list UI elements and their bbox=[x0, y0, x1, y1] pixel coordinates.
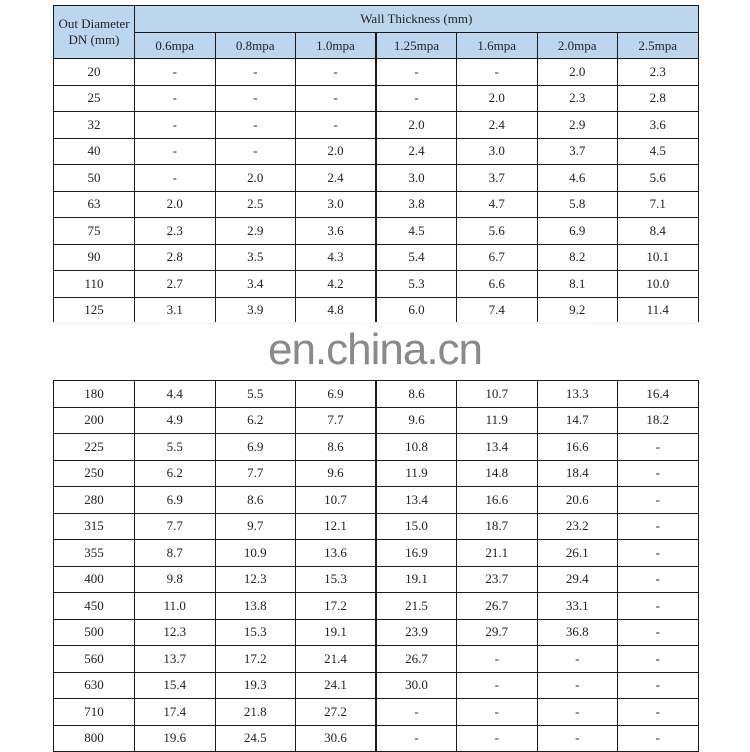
thickness-cell: 6.6 bbox=[457, 271, 538, 298]
thickness-cell: 2.0 bbox=[537, 59, 618, 86]
table-row bbox=[54, 138, 699, 165]
thickness-cell: 15.4 bbox=[135, 672, 216, 699]
thickness-cell: 24.1 bbox=[296, 672, 377, 699]
thickness-cell: 4.9 bbox=[135, 407, 216, 434]
thickness-cell: - bbox=[618, 540, 699, 567]
diameter-cell: 75 bbox=[54, 218, 135, 245]
thickness-cell: - bbox=[135, 85, 216, 112]
thickness-cell: 7.7 bbox=[296, 407, 377, 434]
thickness-cell: - bbox=[135, 165, 216, 192]
pressure-column-header: 0.8mpa bbox=[215, 33, 296, 59]
thickness-cell: 21.8 bbox=[215, 699, 296, 726]
thickness-cell: - bbox=[618, 434, 699, 461]
thickness-cell: 7.4 bbox=[457, 297, 538, 324]
thickness-cell: - bbox=[215, 112, 296, 139]
thickness-cell: 16.6 bbox=[537, 434, 618, 461]
thickness-cell: 3.4 bbox=[215, 271, 296, 298]
thickness-cell: 5.8 bbox=[537, 191, 618, 218]
diameter-cell: 90 bbox=[54, 244, 135, 271]
thickness-cell: 6.2 bbox=[135, 460, 216, 487]
thickness-cell: 21.5 bbox=[376, 593, 457, 620]
thickness-cell: 5.3 bbox=[376, 271, 457, 298]
thickness-cell: 16.9 bbox=[376, 540, 457, 567]
thickness-cell: 4.3 bbox=[296, 244, 377, 271]
thickness-cell: - bbox=[457, 59, 538, 86]
thickness-cell: - bbox=[376, 699, 457, 726]
thickness-cell: 2.5 bbox=[215, 191, 296, 218]
table-row bbox=[54, 619, 699, 646]
thickness-cell: 27.2 bbox=[296, 699, 377, 726]
thickness-cell: - bbox=[457, 646, 538, 673]
thickness-cell: - bbox=[618, 487, 699, 514]
diameter-cell: 500 bbox=[54, 619, 135, 646]
diameter-cell: 32 bbox=[54, 112, 135, 139]
table-row bbox=[54, 593, 699, 620]
thickness-cell: 2.8 bbox=[135, 244, 216, 271]
thickness-cell: 12.1 bbox=[296, 513, 377, 540]
thickness-cell: - bbox=[215, 59, 296, 86]
thickness-cell: 17.2 bbox=[296, 593, 377, 620]
thickness-cell: - bbox=[537, 725, 618, 752]
thickness-cell: 4.4 bbox=[135, 381, 216, 408]
thickness-cell: 13.7 bbox=[135, 646, 216, 673]
table-row bbox=[54, 85, 699, 112]
table-row bbox=[54, 646, 699, 673]
thickness-cell: 15.3 bbox=[296, 566, 377, 593]
thickness-cell: - bbox=[618, 619, 699, 646]
out-diameter-header bbox=[54, 6, 135, 59]
thickness-cell: 9.7 bbox=[215, 513, 296, 540]
pressure-column-header: 0.6mpa bbox=[135, 33, 216, 59]
thickness-cell: 6.2 bbox=[215, 407, 296, 434]
diameter-cell: 400 bbox=[54, 566, 135, 593]
thickness-cell: 9.2 bbox=[537, 297, 618, 324]
thickness-cell: 3.5 bbox=[215, 244, 296, 271]
thickness-cell: 9.8 bbox=[135, 566, 216, 593]
thickness-cell: 2.0 bbox=[296, 138, 377, 165]
thickness-cell: - bbox=[618, 699, 699, 726]
thickness-cell: 4.6 bbox=[537, 165, 618, 192]
thickness-cell: - bbox=[376, 85, 457, 112]
thickness-cell: 8.6 bbox=[296, 434, 377, 461]
table-row bbox=[54, 381, 699, 408]
table-row bbox=[54, 513, 699, 540]
thickness-cell: 8.6 bbox=[376, 381, 457, 408]
watermark-band bbox=[0, 322, 750, 378]
thickness-cell: - bbox=[618, 672, 699, 699]
table-row bbox=[54, 59, 699, 86]
thickness-cell: - bbox=[135, 59, 216, 86]
table-row bbox=[54, 244, 699, 271]
thickness-cell: 2.7 bbox=[135, 271, 216, 298]
thickness-cell: 2.0 bbox=[376, 112, 457, 139]
thickness-cell: 10.8 bbox=[376, 434, 457, 461]
thickness-cell: - bbox=[457, 672, 538, 699]
pressure-column-header: 1.6mpa bbox=[457, 33, 538, 59]
thickness-cell: - bbox=[296, 85, 377, 112]
thickness-cell: 5.6 bbox=[618, 165, 699, 192]
thickness-cell: - bbox=[618, 513, 699, 540]
table-row bbox=[54, 566, 699, 593]
thickness-cell: 26.7 bbox=[457, 593, 538, 620]
diameter-cell: 20 bbox=[54, 59, 135, 86]
thickness-cell: 8.1 bbox=[537, 271, 618, 298]
thickness-cell: 8.2 bbox=[537, 244, 618, 271]
thickness-cell: 8.7 bbox=[135, 540, 216, 567]
thickness-cell: 5.6 bbox=[457, 218, 538, 245]
table-row bbox=[54, 487, 699, 514]
wall-thickness-group-header: Wall Thickness (mm) bbox=[135, 6, 699, 33]
thickness-cell: 5.4 bbox=[376, 244, 457, 271]
thickness-cell: 10.7 bbox=[296, 487, 377, 514]
table-row bbox=[54, 407, 699, 434]
thickness-cell: 15.0 bbox=[376, 513, 457, 540]
diameter-cell: 50 bbox=[54, 165, 135, 192]
thickness-cell: 6.9 bbox=[537, 218, 618, 245]
thickness-cell: 12.3 bbox=[135, 619, 216, 646]
thickness-cell: 11.0 bbox=[135, 593, 216, 620]
thickness-cell: 21.4 bbox=[296, 646, 377, 673]
thickness-cell: 2.3 bbox=[135, 218, 216, 245]
thickness-cell: 15.3 bbox=[215, 619, 296, 646]
thickness-cell: 4.5 bbox=[376, 218, 457, 245]
diameter-cell: 280 bbox=[54, 487, 135, 514]
thickness-cell: 18.2 bbox=[618, 407, 699, 434]
thickness-cell: 13.8 bbox=[215, 593, 296, 620]
table-row bbox=[54, 725, 699, 752]
thickness-cell: 16.6 bbox=[457, 487, 538, 514]
thickness-cell: 17.4 bbox=[135, 699, 216, 726]
thickness-cell: - bbox=[618, 593, 699, 620]
thickness-cell: 13.3 bbox=[537, 381, 618, 408]
thickness-cell: 4.2 bbox=[296, 271, 377, 298]
thickness-cell: 5.5 bbox=[215, 381, 296, 408]
thickness-cell: 17.2 bbox=[215, 646, 296, 673]
diameter-cell: 250 bbox=[54, 460, 135, 487]
table-row bbox=[54, 672, 699, 699]
thickness-cell: 4.8 bbox=[296, 297, 377, 324]
thickness-cell: 7.1 bbox=[618, 191, 699, 218]
thickness-cell: 2.0 bbox=[215, 165, 296, 192]
thickness-cell: 2.8 bbox=[618, 85, 699, 112]
table-row bbox=[54, 191, 699, 218]
diameter-cell: 630 bbox=[54, 672, 135, 699]
thickness-cell: 23.9 bbox=[376, 619, 457, 646]
thickness-cell: 13.4 bbox=[457, 434, 538, 461]
thickness-cell: 20.6 bbox=[537, 487, 618, 514]
thickness-cell: 16.4 bbox=[618, 381, 699, 408]
thickness-cell: - bbox=[376, 59, 457, 86]
diameter-cell: 25 bbox=[54, 85, 135, 112]
thickness-cell: 3.8 bbox=[376, 191, 457, 218]
thickness-cell: 3.0 bbox=[376, 165, 457, 192]
thickness-cell: 9.6 bbox=[376, 407, 457, 434]
diameter-cell: 125 bbox=[54, 297, 135, 324]
thickness-cell: 6.7 bbox=[457, 244, 538, 271]
thickness-cell: - bbox=[457, 725, 538, 752]
thickness-cell: 6.0 bbox=[376, 297, 457, 324]
thickness-cell: 12.3 bbox=[215, 566, 296, 593]
thickness-cell: 29.7 bbox=[457, 619, 538, 646]
header-line-2: DN (mm) bbox=[68, 32, 120, 47]
thickness-cell: 10.0 bbox=[618, 271, 699, 298]
header-line-1: Out Diameter bbox=[58, 16, 130, 31]
diameter-cell: 180 bbox=[54, 381, 135, 408]
thickness-cell: 18.7 bbox=[457, 513, 538, 540]
thickness-cell: 13.6 bbox=[296, 540, 377, 567]
table-row bbox=[54, 218, 699, 245]
diameter-cell: 355 bbox=[54, 540, 135, 567]
thickness-cell: 14.7 bbox=[537, 407, 618, 434]
thickness-cell: 23.2 bbox=[537, 513, 618, 540]
thickness-cell: 2.3 bbox=[537, 85, 618, 112]
table-row bbox=[54, 699, 699, 726]
thickness-cell: 6.9 bbox=[296, 381, 377, 408]
thickness-cell: 23.7 bbox=[457, 566, 538, 593]
thickness-cell: 11.9 bbox=[457, 407, 538, 434]
thickness-cell: 9.6 bbox=[296, 460, 377, 487]
thickness-cell: 3.9 bbox=[215, 297, 296, 324]
thickness-cell: 4.7 bbox=[457, 191, 538, 218]
thickness-cell: 2.0 bbox=[457, 85, 538, 112]
thickness-cell: 2.4 bbox=[296, 165, 377, 192]
table-row bbox=[54, 460, 699, 487]
thickness-cell: 14.8 bbox=[457, 460, 538, 487]
thickness-cell: 3.7 bbox=[457, 165, 538, 192]
thickness-cell: 11.9 bbox=[376, 460, 457, 487]
diameter-cell: 63 bbox=[54, 191, 135, 218]
thickness-cell: 3.0 bbox=[296, 191, 377, 218]
thickness-cell: 2.3 bbox=[618, 59, 699, 86]
thickness-cell: - bbox=[618, 460, 699, 487]
pressure-column-header: 1.0mpa bbox=[296, 33, 377, 59]
thickness-cell: - bbox=[618, 725, 699, 752]
pressure-column-header: 2.5mpa bbox=[618, 33, 699, 59]
table-row bbox=[54, 271, 699, 298]
diameter-cell: 315 bbox=[54, 513, 135, 540]
table-row bbox=[54, 165, 699, 192]
thickness-cell: 19.3 bbox=[215, 672, 296, 699]
thickness-cell: 8.6 bbox=[215, 487, 296, 514]
pressure-column-header: 2.0mpa bbox=[537, 33, 618, 59]
thickness-cell: 19.6 bbox=[135, 725, 216, 752]
thickness-cell: 2.4 bbox=[376, 138, 457, 165]
diameter-cell: 560 bbox=[54, 646, 135, 673]
diameter-cell: 450 bbox=[54, 593, 135, 620]
thickness-cell: 33.1 bbox=[537, 593, 618, 620]
diameter-cell: 225 bbox=[54, 434, 135, 461]
diameter-cell: 110 bbox=[54, 271, 135, 298]
thickness-cell: - bbox=[537, 672, 618, 699]
thickness-cell: 3.6 bbox=[618, 112, 699, 139]
thickness-cell: 3.7 bbox=[537, 138, 618, 165]
diameter-cell: 710 bbox=[54, 699, 135, 726]
thickness-cell: - bbox=[215, 138, 296, 165]
thickness-cell: - bbox=[296, 112, 377, 139]
thickness-cell: 4.5 bbox=[618, 138, 699, 165]
table-row bbox=[54, 297, 699, 324]
thickness-cell: 26.1 bbox=[537, 540, 618, 567]
thickness-cell: 3.6 bbox=[296, 218, 377, 245]
thickness-cell: 6.9 bbox=[215, 434, 296, 461]
thickness-cell: 2.0 bbox=[135, 191, 216, 218]
diameter-cell: 200 bbox=[54, 407, 135, 434]
thickness-cell: - bbox=[376, 725, 457, 752]
pressure-header-row bbox=[54, 33, 699, 59]
thickness-cell: 18.4 bbox=[537, 460, 618, 487]
thickness-cell: 21.1 bbox=[457, 540, 538, 567]
table-row bbox=[54, 434, 699, 461]
thickness-cell: - bbox=[457, 699, 538, 726]
thickness-cell: 7.7 bbox=[135, 513, 216, 540]
thickness-cell: - bbox=[135, 112, 216, 139]
thickness-cell: 30.0 bbox=[376, 672, 457, 699]
thickness-cell: 3.0 bbox=[457, 138, 538, 165]
thickness-cell: 8.4 bbox=[618, 218, 699, 245]
thickness-cell: 30.6 bbox=[296, 725, 377, 752]
thickness-cell: 2.9 bbox=[537, 112, 618, 139]
thickness-cell: 3.1 bbox=[135, 297, 216, 324]
thickness-cell: 10.7 bbox=[457, 381, 538, 408]
thickness-cell: 5.5 bbox=[135, 434, 216, 461]
thickness-cell: - bbox=[135, 138, 216, 165]
pressure-column-header: 1.25mpa bbox=[376, 33, 457, 59]
thickness-cell: 13.4 bbox=[376, 487, 457, 514]
watermark-text: en.china.cn bbox=[267, 325, 483, 374]
thickness-cell: - bbox=[296, 59, 377, 86]
thickness-cell: 7.7 bbox=[215, 460, 296, 487]
thickness-cell: 24.5 bbox=[215, 725, 296, 752]
table-row bbox=[54, 112, 699, 139]
thickness-cell: - bbox=[537, 699, 618, 726]
thickness-cell: 36.8 bbox=[537, 619, 618, 646]
diameter-cell: 800 bbox=[54, 725, 135, 752]
thickness-cell: - bbox=[618, 566, 699, 593]
thickness-cell: 2.9 bbox=[215, 218, 296, 245]
diameter-cell: 40 bbox=[54, 138, 135, 165]
thickness-cell: 2.4 bbox=[457, 112, 538, 139]
thickness-cell: 10.1 bbox=[618, 244, 699, 271]
thickness-cell: 19.1 bbox=[296, 619, 377, 646]
thickness-cell: 29.4 bbox=[537, 566, 618, 593]
thickness-cell: 6.9 bbox=[135, 487, 216, 514]
thickness-cell: - bbox=[618, 646, 699, 673]
thickness-cell: 11.4 bbox=[618, 297, 699, 324]
thickness-cell: 10.9 bbox=[215, 540, 296, 567]
thickness-cell: 19.1 bbox=[376, 566, 457, 593]
thickness-cell: - bbox=[215, 85, 296, 112]
table-row bbox=[54, 540, 699, 567]
thickness-cell: - bbox=[537, 646, 618, 673]
thickness-cell: 26.7 bbox=[376, 646, 457, 673]
wall-thickness-table bbox=[53, 5, 699, 752]
